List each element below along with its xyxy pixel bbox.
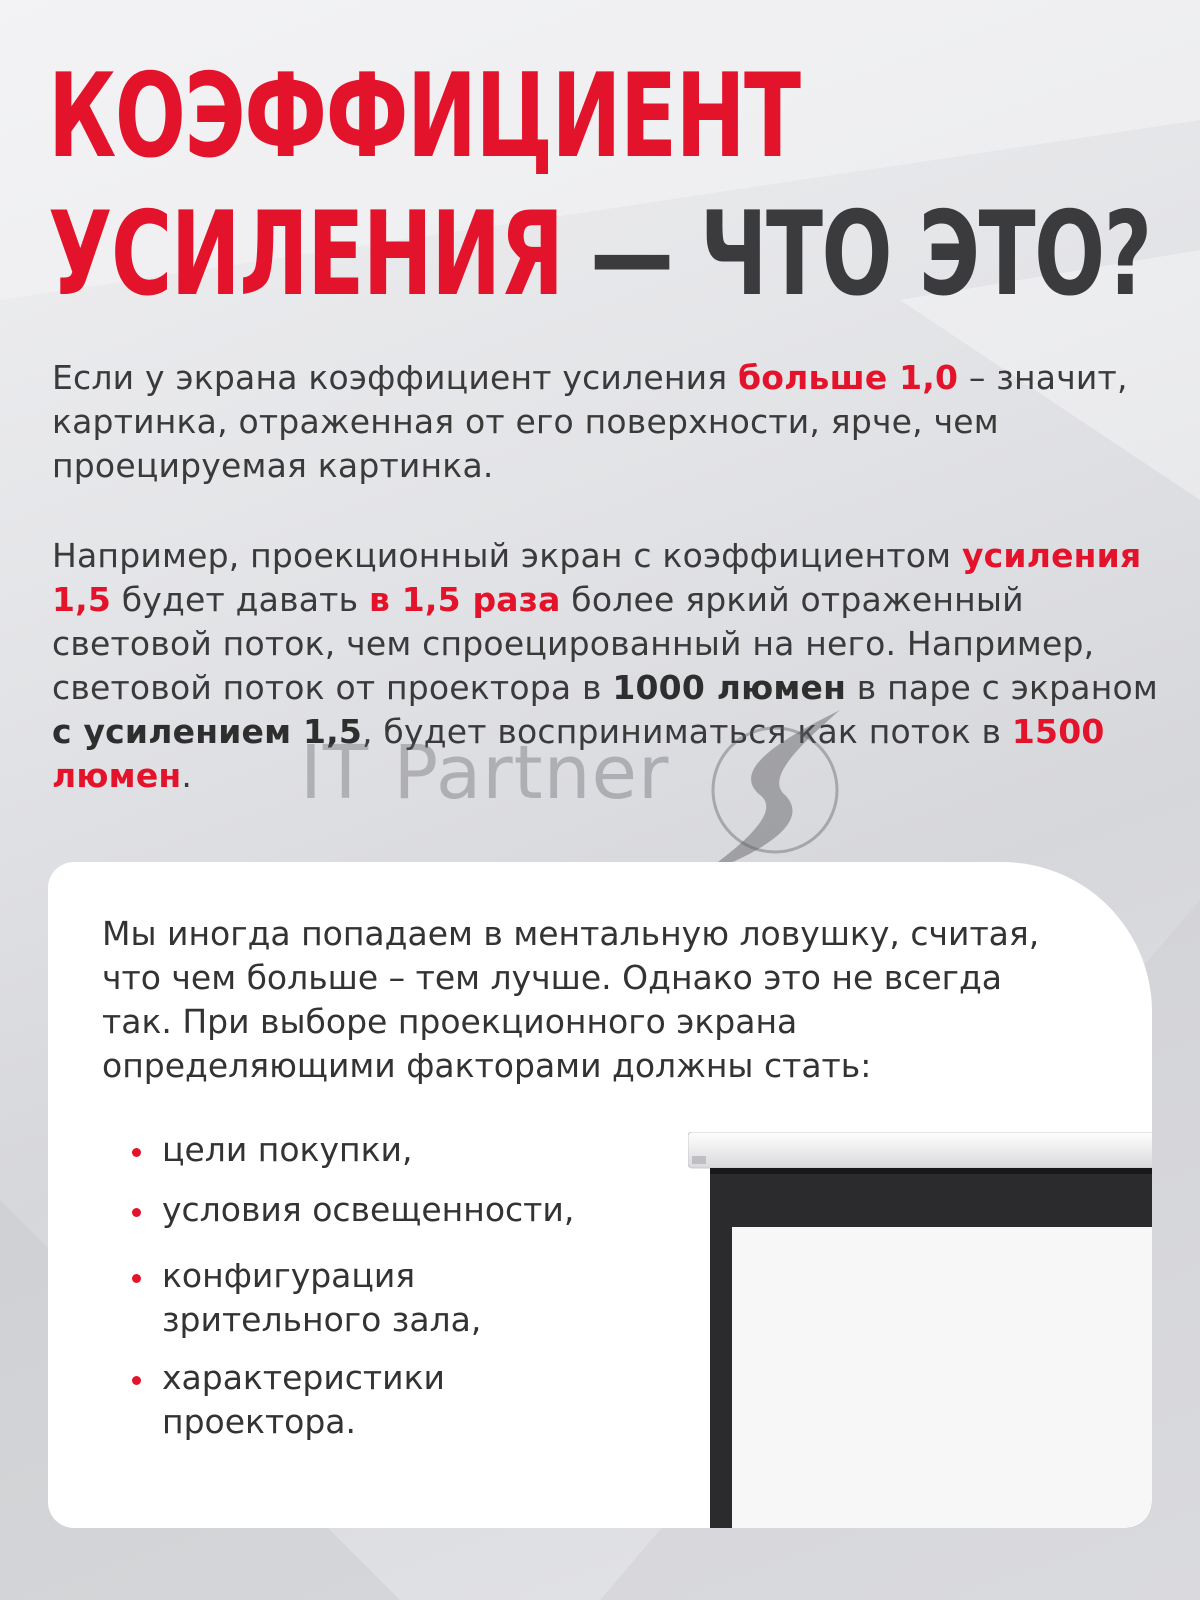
para1-bold1: больше 1,0 [738,358,959,397]
list-item [132,1254,481,1342]
bullet-text: цели покупки, [162,1130,413,1169]
bullet-text: характеристики проектора. [162,1358,445,1441]
bullet-text: конфигурация зрительного зала, [162,1256,482,1339]
para2-bold2: в 1,5 раза [368,580,561,619]
para1-text1: Если у экрана коэффициент усиления [52,358,739,397]
para2-text2: будет давать [111,580,369,619]
para2-text6: . [181,756,193,795]
para2-text3: более яркий отраженный световой поток, чем спроецированный на него. Например, световой поток от проектора в [52,580,1095,707]
projection-screen-icon [688,1132,1152,1528]
title-line1: КОЭФФИЦИЕНТ [48,49,800,184]
para2-bold4: с усилением 1,5 [52,712,363,751]
card-intro-text: Мы иногда попадаем в ментальную ловушку, считая, что чем больше – тем лучше. Однако это не всегда так. При выборе проекционного экрана определяющими факторами должны стать: [102,914,1040,1085]
para2-text4: в паре с экраном [846,668,1158,707]
bullet-dot-icon [132,1376,141,1385]
info-card [48,862,1152,1528]
list-item [132,1128,412,1172]
watermark-text: IT Partner [300,730,670,816]
bullet-text: условия освещенности, [162,1190,575,1229]
list-item [132,1356,445,1444]
page-title [48,48,1151,324]
bullet-dot-icon [132,1148,141,1157]
para2-bold5: 1500 люмен [52,712,1105,795]
para2-text1: Например, проекционный экран с коэффициентом [52,536,962,575]
swoosh-logo-icon [690,700,860,880]
paragraph-gain-definition [52,356,1172,488]
para1-text2: – значит, картинка, отраженная от его поверхности, ярче, чем проецируемая картинка. [52,358,1128,485]
bullet-dot-icon [132,1208,141,1217]
title-line2-red: УСИЛЕНИЯ [48,187,563,322]
list-item [132,1188,574,1232]
bullet-dot-icon [132,1274,141,1283]
para2-bold1: усиления 1,5 [52,536,1142,619]
title-line2-dark: — ЧТО ЭТО? [590,187,1151,322]
it-partner-watermark [300,700,860,880]
para2-bold3: 1000 люмен [612,668,847,707]
para2-text5: , будет восприниматься как поток в [362,712,1012,751]
